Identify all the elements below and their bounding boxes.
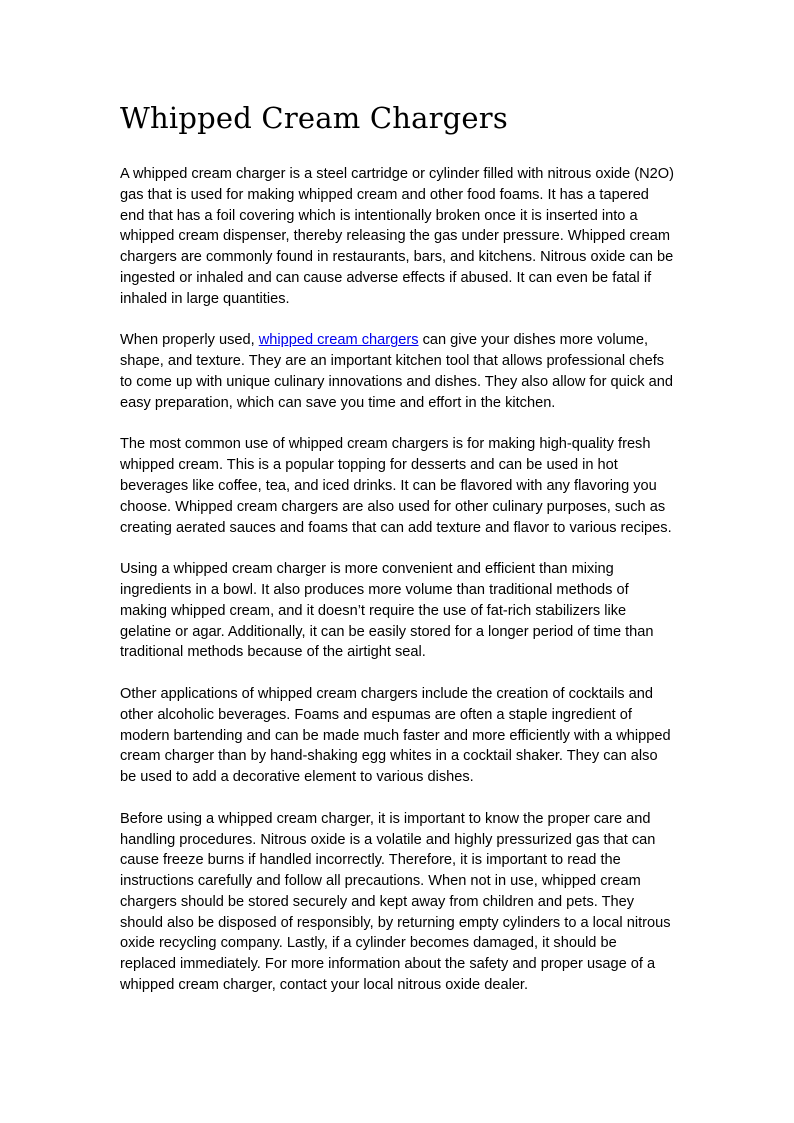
paragraph-convenience: Using a whipped cream charger is more convenient and efficient than mixing ingredients in a bowl. It also produces more volume than traditional methods of making whipped cream, and it doesn’t require the use of fat-rich stabilizers like gelatine or agar. Additionally, it can be easily stored for a longer period of time than traditional methods because of the airtight seal.: [120, 561, 654, 661]
page-title: Whipped Cream Chargers: [120, 101, 508, 135]
paragraph-usage: [120, 330, 676, 413]
paragraph-common-use: The most common use of whipped cream chargers is for making high-quality fresh whipped cream. This is a popular topping for desserts and can be used in hot beverages like coffee, tea, and iced drinks. It can be flavored with any flavoring you choose. Whipped cream chargers are also used for other culinary purposes, such as creating aerated sauces and foams that can add texture and flavor to various recipes.: [120, 436, 672, 536]
paragraph-intro: A whipped cream charger is a steel cartridge or cylinder filled with nitrous oxide (N2O) gas that is used for making whipped cream and other food foams. It has a tapered end that has a foil covering which is intentionally broken once it is inserted into a whipped cream dispenser, thereby releasing the gas under pressure. Whipped cream chargers are commonly found in restaurants, bars, and kitchens. Nitrous oxide can be ingested or inhaled and can cause adverse effects if abused. It can even be fatal if inhaled in large quantities.: [120, 166, 674, 307]
paragraph-safety: Before using a whipped cream charger, it is important to know the proper care and handling procedures. Nitrous oxide is a volatile and highly pressurized gas that can cause freeze burns if handled incorrectly. Therefore, it is important to read the instructions carefully and follow all precautions. When not in use, whipped cream chargers should be stored securely and kept away from children and pets. They should also be disposed of responsibly, by returning empty cylinders to a local nitrous oxide recycling company. Lastly, if a cylinder becomes damaged, it should be replaced immediately. For more information about the safety and proper usage of a whipped cream charger, contact your local nitrous oxide dealer.: [120, 810, 671, 994]
paragraph-usage-after: can give your dishes more volume, shape, and texture. They are an important kitchen tool that allows professional chefs to come up with unique culinary innovations and dishes. They also allow for quick and easy preparation, which can save you time and effort in the kitchen.: [120, 332, 673, 411]
paragraph-other-applications: Other applications of whipped cream chargers include the creation of cocktails and other alcoholic beverages. Foams and espumas are often a staple ingredient of modern bartending and can be made much faster and more efficiently with a whipped cream charger than by hand-shaking egg whites in a cocktail shaker. They can also be used to add a decorative element to various dishes.: [120, 685, 671, 786]
paragraph-usage-before: When properly used,: [120, 332, 259, 349]
document-page: [120, 96, 676, 1017]
whipped-cream-chargers-link[interactable]: whipped cream chargers: [258, 332, 419, 349]
